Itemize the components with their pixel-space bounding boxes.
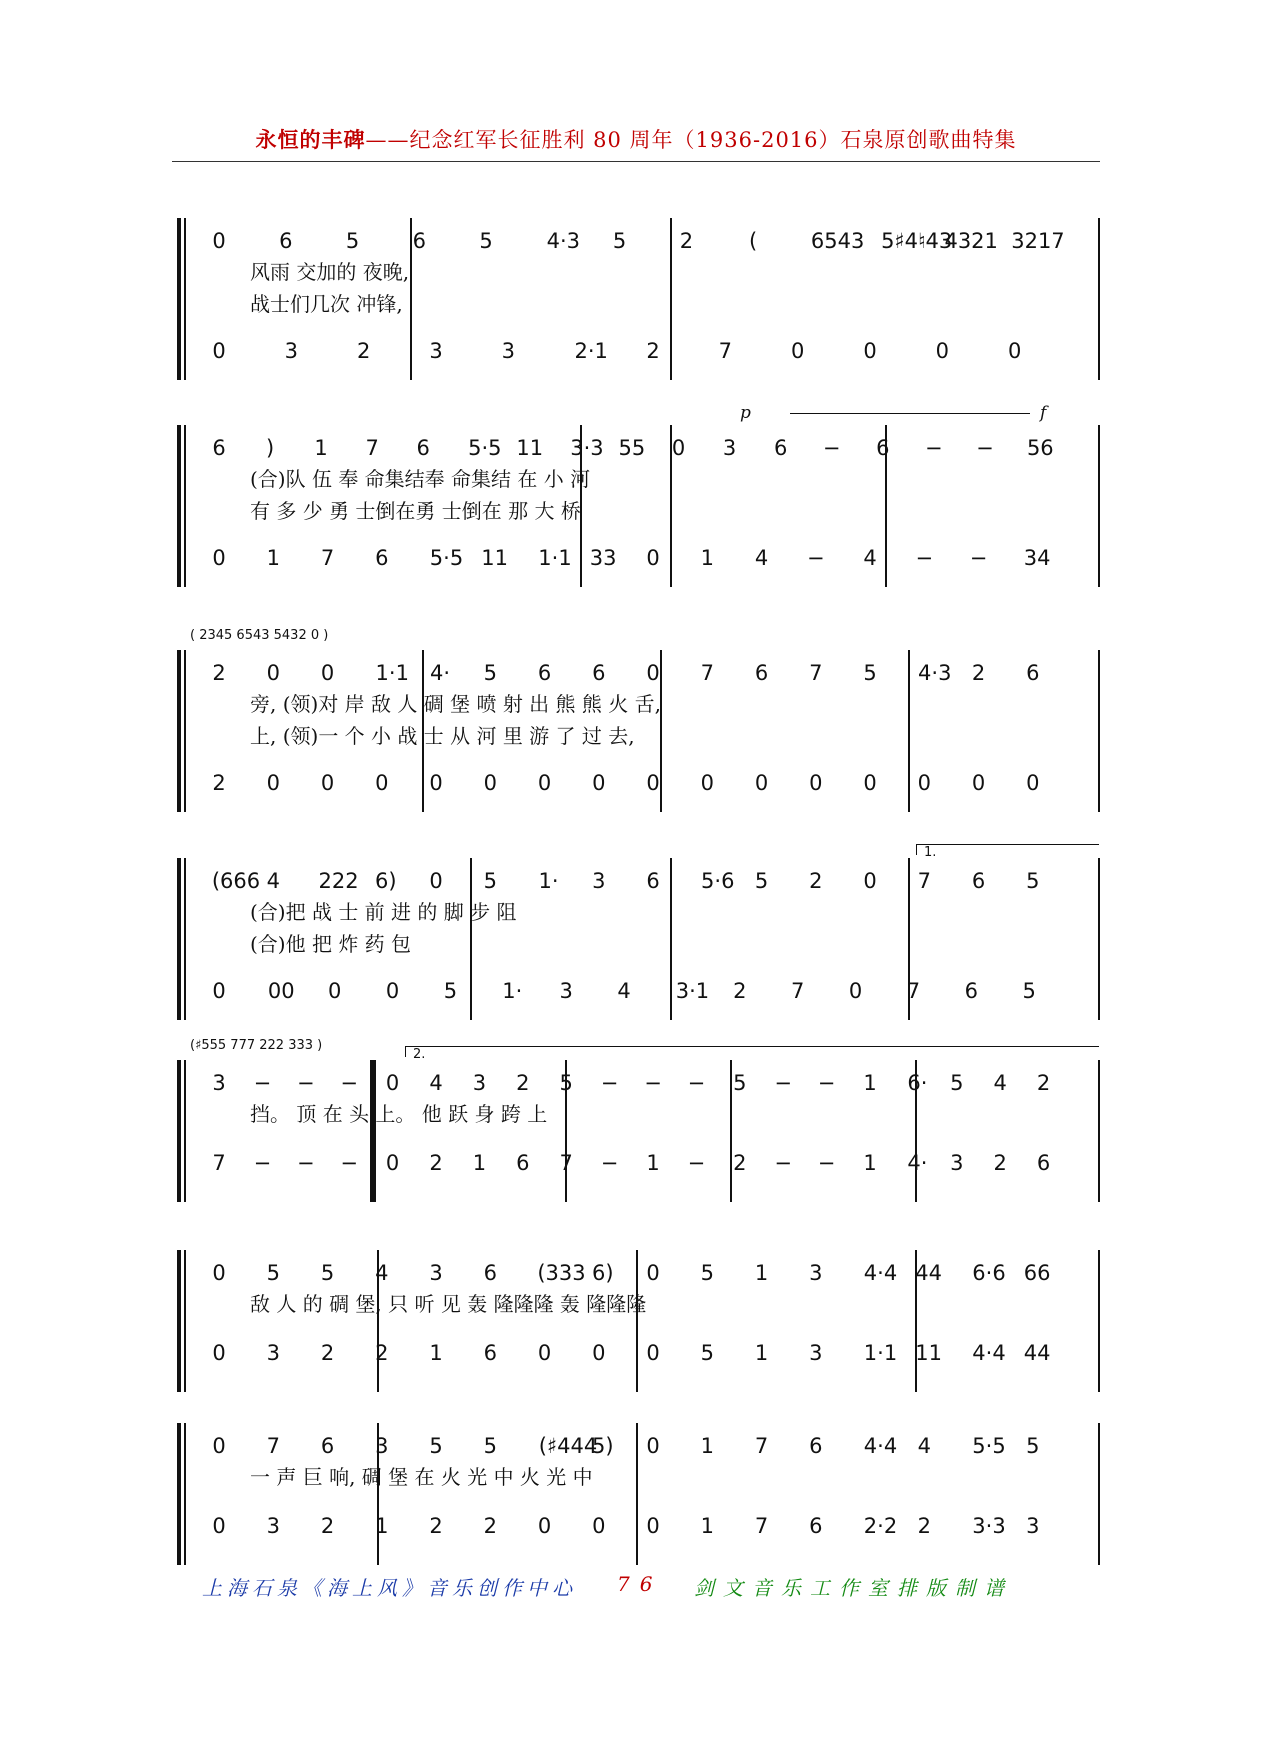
lower-note: 1 xyxy=(646,1151,660,1175)
lower-note: 1 xyxy=(375,1514,389,1538)
lower-note: 1 xyxy=(429,1341,443,1365)
upper-note: 44 xyxy=(915,1261,942,1285)
lower-note: 3 xyxy=(950,1151,964,1175)
barline xyxy=(908,650,910,812)
lower-note: 7 xyxy=(790,979,805,1003)
upper-note: 3 xyxy=(592,869,606,893)
upper-note: 0 xyxy=(646,661,660,685)
upper-note: 0 xyxy=(385,1071,400,1095)
lower-note: 6 xyxy=(964,979,978,1003)
upper-note: 4·4 xyxy=(863,1434,898,1458)
lower-note: 3 xyxy=(559,979,573,1003)
lower-note: 0 xyxy=(790,339,805,363)
lower-note: 33 xyxy=(589,546,617,570)
lyric-line-1: (合)把 战 士 前 进 的 脚 步 阻 xyxy=(250,900,517,924)
system-bracket xyxy=(177,650,181,812)
upper-note: 5 xyxy=(733,1071,747,1095)
upper-note: 5·5 xyxy=(972,1434,1006,1458)
upper-note: 6 xyxy=(279,229,293,253)
upper-note: 2 xyxy=(1036,1071,1051,1095)
lower-note: − xyxy=(600,1151,619,1175)
upper-note: 5 xyxy=(483,1434,497,1458)
upper-note: 3·3 xyxy=(570,436,604,460)
lower-note: 3 xyxy=(284,339,299,363)
barline xyxy=(636,1423,638,1565)
upper-note: (333 xyxy=(537,1261,586,1285)
upper-note: 4321 xyxy=(944,229,998,253)
upper-note: 6 xyxy=(212,436,226,460)
lyric-line-1: 挡。 顶 在 头 上。 他 跃 身 跨 上 xyxy=(250,1102,548,1126)
lower-note: 00 xyxy=(267,979,295,1003)
lower-note: 1 xyxy=(472,1151,487,1175)
upper-note: 6 xyxy=(646,869,660,893)
lower-note: 2 xyxy=(429,1514,443,1538)
lower-note: 0 xyxy=(592,1514,606,1538)
lower-note: 0 xyxy=(537,1341,552,1365)
upper-note: 0 xyxy=(320,661,335,685)
upper-note: 4·3 xyxy=(918,661,952,685)
lower-note: 3 xyxy=(429,339,443,363)
upper-note: 6 xyxy=(416,436,430,460)
upper-note: 0 xyxy=(212,1261,226,1285)
lower-note: 7 xyxy=(320,546,335,570)
header-subtitle: ——纪念红军长征胜利 80 周年（1936-2016）石泉原创歌曲特集 xyxy=(365,128,1017,152)
upper-note: 6 xyxy=(773,436,788,460)
lower-note: 2 xyxy=(917,1514,931,1538)
upper-note: 3 xyxy=(429,1261,443,1285)
upper-note: 7 xyxy=(809,661,823,685)
upper-note: 0 xyxy=(212,1434,226,1458)
upper-note: 1· xyxy=(538,869,559,893)
lower-note: 11 xyxy=(481,546,508,570)
lower-note: 0 xyxy=(646,1514,660,1538)
upper-note: 0 xyxy=(212,229,226,253)
volta-label: 2. xyxy=(413,1047,426,1062)
lower-note: 4 xyxy=(617,979,631,1003)
upper-note: 3217 xyxy=(1011,229,1065,253)
barline-end xyxy=(1098,1423,1100,1565)
upper-note: 5♯4♮43 xyxy=(881,229,953,253)
upper-note: − xyxy=(687,1071,706,1095)
lyric-line-1: 敌 人 的 碉 堡, 只 听 见 轰 隆隆隆 轰 隆隆隆 xyxy=(250,1292,647,1316)
cue-notes: (♯555 777 222 333 ) xyxy=(190,1038,323,1053)
upper-note: 5 xyxy=(320,1261,335,1285)
system-brace xyxy=(184,425,186,587)
upper-note: 5 xyxy=(345,229,360,253)
lower-note: 0 xyxy=(385,1151,400,1175)
barline-end xyxy=(1098,425,1100,587)
upper-note: − xyxy=(774,1071,792,1095)
upper-note: 1 xyxy=(754,1261,769,1285)
lower-note: − xyxy=(817,1151,836,1175)
upper-note: 4·3 xyxy=(546,229,581,253)
lower-note: 6 xyxy=(483,1341,497,1365)
header-divider xyxy=(172,161,1100,162)
lower-note: 0 xyxy=(212,339,226,363)
barline-end xyxy=(1098,858,1100,1020)
lower-note: 34 xyxy=(1023,546,1051,570)
lower-note: 4· xyxy=(907,1151,928,1175)
upper-note: 5 xyxy=(700,1261,714,1285)
upper-note: 5 xyxy=(950,1071,964,1095)
upper-note: 2 xyxy=(971,661,986,685)
lower-note: 2 xyxy=(733,1151,747,1175)
upper-note: 7 xyxy=(266,1434,280,1458)
lower-note: 0 xyxy=(483,771,497,795)
upper-note: 6 xyxy=(592,661,606,685)
lower-note: 3 xyxy=(501,339,516,363)
upper-note: 6 xyxy=(483,1261,497,1285)
upper-note: − xyxy=(340,1071,358,1095)
barline xyxy=(470,858,472,1020)
system-brace xyxy=(184,218,186,380)
upper-note: 0 xyxy=(646,1261,660,1285)
upper-note: 6 xyxy=(537,661,552,685)
upper-note: 3 xyxy=(722,436,737,460)
upper-note: − xyxy=(976,436,994,460)
lower-note: 44 xyxy=(1023,1341,1051,1365)
lower-note: 2 xyxy=(429,1151,443,1175)
upper-note: 5 xyxy=(754,869,769,893)
lower-note: 7 xyxy=(718,339,733,363)
lower-note: 0 xyxy=(212,1514,226,1538)
lower-note: 0 xyxy=(328,979,342,1003)
lower-note: 2 xyxy=(375,1341,389,1365)
lower-note: 3 xyxy=(1026,1514,1040,1538)
system-brace xyxy=(184,858,186,1020)
lower-note: 1·1 xyxy=(863,1341,898,1365)
upper-note: − xyxy=(817,1071,836,1095)
barline-end xyxy=(1098,1250,1100,1392)
lower-note: 1 xyxy=(266,546,280,570)
page-number: 76 xyxy=(617,1572,663,1596)
lyric-line-1: 一 声 巨 响, 碉 堡 在 火 光 中 火 光 中 xyxy=(250,1465,593,1489)
upper-note: 0 xyxy=(863,869,877,893)
lower-note: 6 xyxy=(809,1514,823,1538)
upper-note: 1·1 xyxy=(375,661,409,685)
lower-note: 6 xyxy=(516,1151,530,1175)
upper-note: 222 xyxy=(318,869,359,893)
cue-notes: ( 2345 6543 5432 0 ) xyxy=(190,628,329,643)
lower-note: 6 xyxy=(1036,1151,1051,1175)
lower-note: 0 xyxy=(537,1514,552,1538)
lower-note: 0 xyxy=(1026,771,1040,795)
upper-note: − xyxy=(644,1071,662,1095)
lower-note: 0 xyxy=(266,771,280,795)
upper-note: 7 xyxy=(365,436,379,460)
upper-note: 2 xyxy=(809,869,823,893)
lower-note: − xyxy=(806,546,825,570)
lower-note: 4·4 xyxy=(972,1341,1006,1365)
lower-note: 11 xyxy=(915,1341,942,1365)
upper-note: 11 xyxy=(516,436,544,460)
barline xyxy=(670,218,672,380)
upper-note: − xyxy=(253,1071,272,1095)
crescendo-hairpin xyxy=(790,413,1030,414)
upper-note: 4 xyxy=(429,1071,443,1095)
barline-end xyxy=(1098,650,1100,812)
upper-note: 4 xyxy=(917,1434,931,1458)
lower-note: 0 xyxy=(809,771,823,795)
system-bracket xyxy=(177,1250,181,1392)
system-bracket xyxy=(177,1423,181,1565)
upper-note: 4 xyxy=(375,1261,389,1285)
upper-note: − xyxy=(296,1071,315,1095)
lower-note: 0 xyxy=(592,771,606,795)
upper-note: 5) xyxy=(591,1434,614,1458)
system-brace xyxy=(184,650,186,812)
lower-note: − xyxy=(774,1151,792,1175)
volta-bracket xyxy=(405,1046,1099,1057)
upper-note: 1 xyxy=(863,1071,877,1095)
lower-note: 0 xyxy=(212,546,226,570)
lyric-line-2: 上, (领)一 个 小 战 士 从 河 里 游 了 过 去, xyxy=(250,724,635,748)
upper-note: 7 xyxy=(700,661,714,685)
lower-note: − xyxy=(296,1151,315,1175)
footer-engraver: 剑文音乐工作室排版制谱 xyxy=(694,1576,1013,1600)
lower-note: 1· xyxy=(502,979,523,1003)
lower-note: − xyxy=(915,546,934,570)
lower-note: 0 xyxy=(1007,339,1022,363)
lyric-line-2: (合)他 把 炸 药 包 xyxy=(250,932,412,956)
upper-note: 5 xyxy=(479,229,493,253)
lower-note: 2 xyxy=(212,771,226,795)
lyric-line-1: 旁, (领)对 岸 敌 人 碉 堡 喷 射 出 熊 熊 火 舌, xyxy=(250,692,661,716)
lower-note: 1·1 xyxy=(538,546,572,570)
upper-note: − xyxy=(822,436,841,460)
lower-note: 0 xyxy=(863,339,877,363)
upper-note: 5 xyxy=(1026,869,1040,893)
barline-end xyxy=(1098,218,1100,380)
footer-publisher: 上海石泉《海上风》音乐创作中心 xyxy=(202,1576,577,1600)
upper-note: 6) xyxy=(374,869,397,893)
lyric-line-2: 战士们几次 冲锋, xyxy=(250,292,403,316)
lower-note: 1 xyxy=(700,546,714,570)
barline xyxy=(636,1250,638,1392)
upper-note: 6·6 xyxy=(972,1261,1006,1285)
lower-note: 6 xyxy=(375,546,389,570)
lower-note: 0 xyxy=(935,339,950,363)
page-header xyxy=(0,124,1272,154)
lower-note: − xyxy=(340,1151,358,1175)
upper-note: 5·6 xyxy=(701,869,735,893)
lower-note: 4 xyxy=(754,546,769,570)
upper-note: 1 xyxy=(314,436,328,460)
lower-note: 2 xyxy=(993,1151,1007,1175)
system-bracket xyxy=(177,218,181,380)
upper-note: 0 xyxy=(671,436,686,460)
lyric-line-2: 有 多 少 勇 士倒在勇 士倒在 那 大 桥 xyxy=(250,499,581,523)
lower-note: 1 xyxy=(700,1514,714,1538)
lower-note: 7 xyxy=(906,979,921,1003)
upper-note: 6 xyxy=(1026,661,1040,685)
lower-note: 0 xyxy=(848,979,863,1003)
upper-note: 5 xyxy=(266,1261,280,1285)
lower-note: − xyxy=(969,546,988,570)
lower-note: 0 xyxy=(592,1341,606,1365)
lower-note: 2 xyxy=(320,1341,335,1365)
upper-note: 7 xyxy=(917,869,931,893)
upper-note: ) xyxy=(265,436,275,460)
lower-note: 0 xyxy=(863,771,877,795)
repeat-barline xyxy=(372,1060,376,1202)
lower-note: 5 xyxy=(1022,979,1036,1003)
system-brace xyxy=(184,1250,186,1392)
upper-note: 4·4 xyxy=(863,1261,898,1285)
upper-note: 66 xyxy=(1023,1261,1051,1285)
upper-note: (666 xyxy=(211,869,261,893)
upper-note: 6 xyxy=(412,229,426,253)
upper-note: 0 xyxy=(429,869,443,893)
lower-note: 0 xyxy=(429,771,443,795)
lower-note: 0 xyxy=(971,771,986,795)
upper-note: 6· xyxy=(907,1071,928,1095)
lower-note: 3·3 xyxy=(972,1514,1006,1538)
barline xyxy=(670,858,672,1020)
upper-note: 4 xyxy=(266,869,280,893)
dynamic-f: f xyxy=(1040,403,1047,423)
lower-note: 3 xyxy=(266,1514,280,1538)
upper-note: 0 xyxy=(646,1434,660,1458)
lower-note: 0 xyxy=(385,979,400,1003)
upper-note: 56 xyxy=(1026,436,1054,460)
lower-note: 2 xyxy=(733,979,747,1003)
upper-note: 4 xyxy=(993,1071,1007,1095)
upper-note: 6 xyxy=(320,1434,335,1458)
lower-note: 1 xyxy=(754,1341,769,1365)
upper-note: 6 xyxy=(809,1434,823,1458)
upper-note: (♯444 xyxy=(538,1434,598,1458)
upper-note: 6 xyxy=(754,661,769,685)
lower-note: 0 xyxy=(754,771,769,795)
lower-note: 7 xyxy=(754,1514,769,1538)
lyric-line-1: 风雨 交加的 夜晚, xyxy=(250,260,410,284)
upper-note: 3 xyxy=(809,1261,823,1285)
lower-note: 7 xyxy=(559,1151,573,1175)
upper-note: 1 xyxy=(700,1434,714,1458)
lower-note: 5 xyxy=(700,1341,714,1365)
lower-note: − xyxy=(687,1151,706,1175)
upper-note: 2 xyxy=(679,229,694,253)
lower-note: 0 xyxy=(212,1341,226,1365)
header-title: 永恒的丰碑 xyxy=(255,127,366,152)
system-bracket xyxy=(177,858,181,1020)
lower-note: 0 xyxy=(212,979,226,1003)
upper-note: 5 xyxy=(429,1434,443,1458)
lower-note: 4 xyxy=(863,546,877,570)
upper-note: 4· xyxy=(429,661,451,685)
upper-note: 6543 xyxy=(810,229,865,253)
upper-note: 2 xyxy=(212,661,226,685)
lower-note: 0 xyxy=(646,1341,660,1365)
lower-note: 0 xyxy=(537,771,552,795)
lower-note: 3 xyxy=(809,1341,823,1365)
upper-note: 3 xyxy=(212,1071,226,1095)
upper-note: 5 xyxy=(1026,1434,1040,1458)
lower-note: − xyxy=(253,1151,272,1175)
lyric-line-1: (合)队 伍 奉 命集结奉 命集结 在 小 河 xyxy=(250,467,591,491)
system-bracket xyxy=(177,425,181,587)
dynamic-p: p xyxy=(740,403,751,423)
lower-note: 2 xyxy=(646,339,660,363)
barline-end xyxy=(1098,1060,1100,1202)
upper-note: 3 xyxy=(472,1071,487,1095)
upper-note: 5 xyxy=(863,661,877,685)
lower-note: 2·2 xyxy=(863,1514,898,1538)
upper-note: 6 xyxy=(971,869,986,893)
upper-note: − xyxy=(925,436,943,460)
upper-note: − xyxy=(600,1071,619,1095)
lower-note: 0 xyxy=(320,771,335,795)
upper-note: 5 xyxy=(483,661,497,685)
lower-note: 0 xyxy=(375,771,389,795)
upper-note: 7 xyxy=(754,1434,769,1458)
upper-note: 0 xyxy=(266,661,280,685)
lower-note: 0 xyxy=(700,771,714,795)
system-brace xyxy=(184,1060,186,1202)
lower-note: 0 xyxy=(646,771,660,795)
upper-note: 5·5 xyxy=(468,436,502,460)
upper-note: 3 xyxy=(375,1434,389,1458)
upper-note: 5 xyxy=(559,1071,573,1095)
lower-note: 5·5 xyxy=(429,546,464,570)
system-brace xyxy=(184,1423,186,1565)
upper-note: 5 xyxy=(483,869,497,893)
lower-note: 0 xyxy=(917,771,931,795)
upper-note: 6 xyxy=(876,436,890,460)
lower-note: 7 xyxy=(212,1151,226,1175)
upper-note: ( xyxy=(749,229,758,253)
lower-note: 2·1 xyxy=(574,339,608,363)
lower-note: 5 xyxy=(443,979,458,1003)
upper-note: 55 xyxy=(618,436,646,460)
volta-bracket xyxy=(916,844,1099,855)
upper-note: 6) xyxy=(591,1261,614,1285)
lower-note: 3 xyxy=(266,1341,280,1365)
lower-note: 2 xyxy=(356,339,371,363)
volta-label: 1. xyxy=(924,845,937,860)
lower-note: 1 xyxy=(863,1151,877,1175)
upper-note: 2 xyxy=(516,1071,530,1095)
lower-note: 0 xyxy=(646,546,660,570)
lower-note: 2 xyxy=(483,1514,497,1538)
lower-note: 2 xyxy=(320,1514,335,1538)
lower-note: 3·1 xyxy=(675,979,710,1003)
system-bracket xyxy=(177,1060,181,1202)
upper-note: 5 xyxy=(612,229,627,253)
